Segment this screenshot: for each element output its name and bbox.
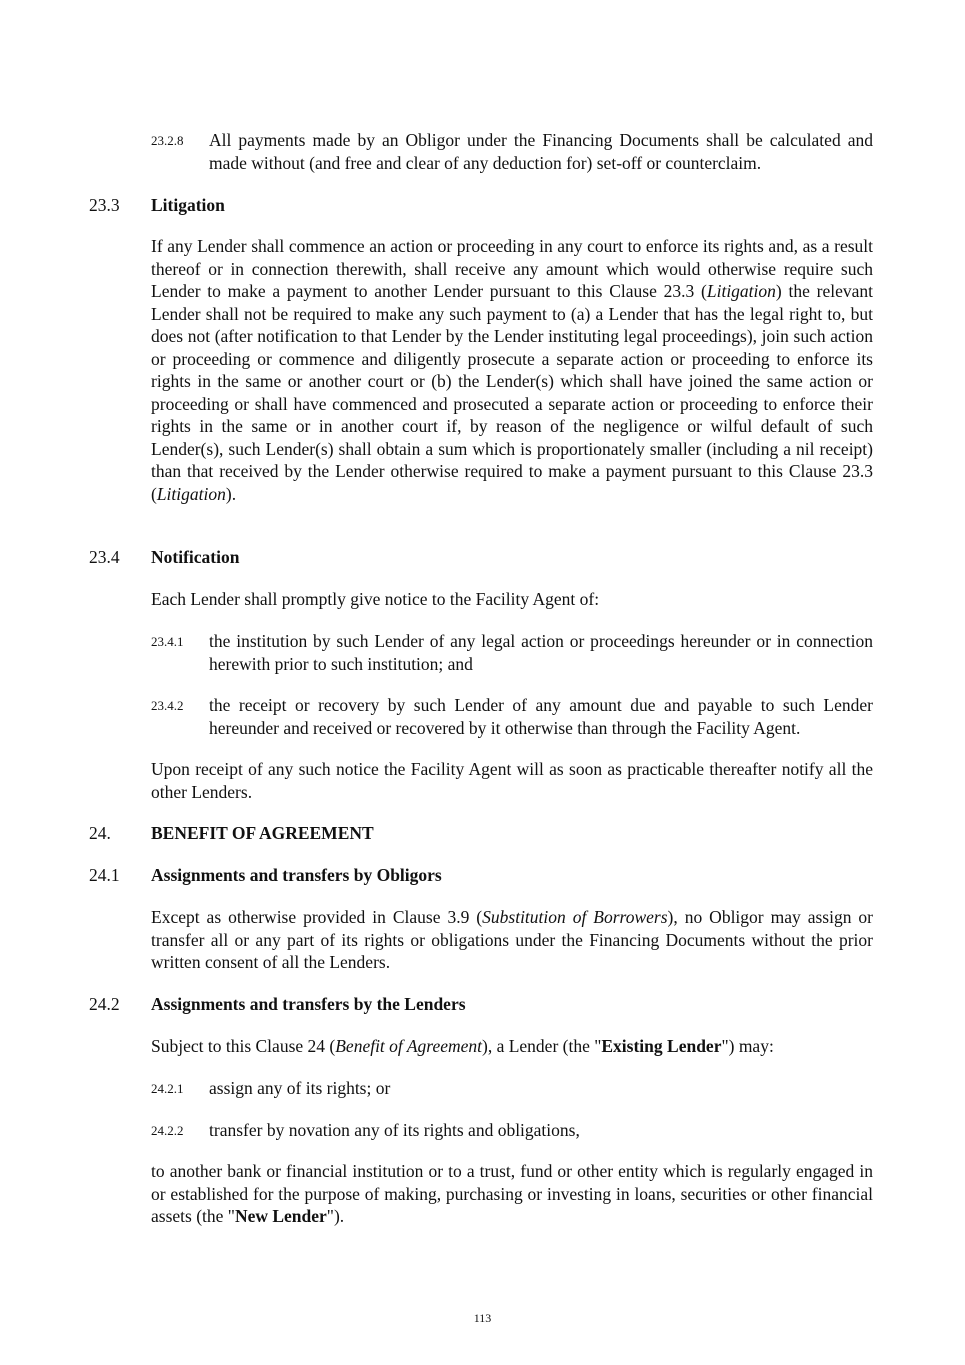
clause-number: 23.4.1: [151, 634, 184, 649]
paragraph-text: ") may:: [721, 1036, 774, 1056]
paragraph-text: ).: [225, 483, 237, 504]
paragraph-text: to another bank or financial institution or to a trust, fund or other entity which is regularly engaged in or established for the purpose of making, purchasing or investing in loans, securities or other financial assets (the ": [151, 1161, 873, 1226]
paragraph-text: Except as otherwise provided in Clause 3.9 (: [151, 907, 483, 927]
clause-number: 24.2.2: [151, 1123, 184, 1138]
paragraph-text: ) the relevant Lender shall not be required to make any such payment to (a) a Lender that has the legal right to, but does not (after notification to that Lender by the Lender instituting legal proceedings), join such action or proceeding or commence and diligently prosecute a separate action or proceeding to enforce its rights in the same or another court or (b) the Lender(s) which shall have joined the same action or proceeding or shall have commenced and prosecuted a separate action or proceeding to enforce their rights in the same or in another court if, by reason of the negligence or wilful default of such Lender(s), such Lender(s) shall obtain a sum which is proportionately smaller (including a nil receipt) than that received by the Lender otherwise required to make a payment pursuant to this Clause 23.3 (: [151, 281, 873, 504]
heading-number: 24.: [89, 823, 111, 843]
defined-term: New Lender: [234, 1206, 327, 1226]
page-number: 113: [473, 1311, 492, 1325]
clause-24-2-1: [151, 1077, 873, 1100]
heading-title: Notification: [151, 547, 240, 567]
clause-23-3-paragraph: [151, 235, 873, 505]
cross-reference: Benefit of Agreement: [335, 1036, 482, 1056]
clause-number: 23.4.2: [151, 698, 184, 713]
paragraph-text: ), no Obligor may assign or transfer all or any part of its rights or obligations under the Financing Documents without the prior written consent of all the Lenders.: [151, 907, 873, 972]
clause-text: All payments made by an Obligor under the Financing Documents shall be calculated and made without (and free and clear of any deduction for) set-off or counterclaim.: [209, 130, 873, 173]
paragraph-text: Subject to this Clause 24 (: [151, 1036, 336, 1056]
clause-23-4-intro: Each Lender shall promptly give notice to the Facility Agent of:: [151, 589, 600, 609]
paragraph-text: ").: [326, 1206, 345, 1226]
clause-24-2-intro: [151, 1035, 873, 1058]
clause-text: the institution by such Lender of any legal action or proceedings hereunder or in connection herewith prior to such institution; and: [209, 631, 873, 674]
cross-reference: Litigation: [706, 281, 776, 301]
clause-24-1-paragraph: [151, 906, 873, 974]
heading-title: Litigation: [151, 195, 225, 215]
defined-term: Existing Lender: [601, 1036, 722, 1056]
clause-23-4-2: [151, 694, 873, 739]
clause-23-4-1: [151, 630, 873, 675]
clause-24-2-closing: [151, 1160, 873, 1228]
heading-title: Assignments and transfers by Obligors: [151, 865, 442, 885]
heading-number: 23.4: [89, 547, 120, 567]
heading-title: BENEFIT OF AGREEMENT: [151, 823, 374, 843]
paragraph-text: ), a Lender (the ": [482, 1036, 602, 1056]
clause-text: the receipt or recovery by such Lender of any amount due and payable to such Lender hereunder and received or recovered by it otherwise than through the Facility Agent.: [209, 695, 873, 738]
heading-number: 24.2: [89, 994, 120, 1014]
clause-23-4-closing: Upon receipt of any such notice the Facility Agent will as soon as practicable thereafter notify all the other Lenders.: [151, 759, 873, 802]
clause-number: 24.2.1: [151, 1081, 184, 1096]
heading-number: 23.3: [89, 195, 120, 215]
clause-24-2-2: [151, 1119, 873, 1142]
clause-23-2-8: [151, 129, 873, 174]
clause-number: 23.2.8: [151, 133, 184, 148]
cross-reference: Substitution of Borrowers: [482, 907, 668, 927]
cross-reference: Litigation: [156, 483, 226, 504]
clause-text: transfer by novation any of its rights and obligations,: [209, 1120, 580, 1140]
heading-title: Assignments and transfers by the Lenders: [151, 994, 466, 1014]
clause-text: assign any of its rights; or: [209, 1078, 391, 1098]
paragraph-text: If any Lender shall commence an action or proceeding in any court to enforce its rights and, as a result thereof or in connection therewith, shall receive any amount which would otherwise require such Lender to make a payment to another Lender pursuant to this Clause 23.3 (: [151, 236, 873, 301]
heading-number: 24.1: [89, 865, 120, 885]
